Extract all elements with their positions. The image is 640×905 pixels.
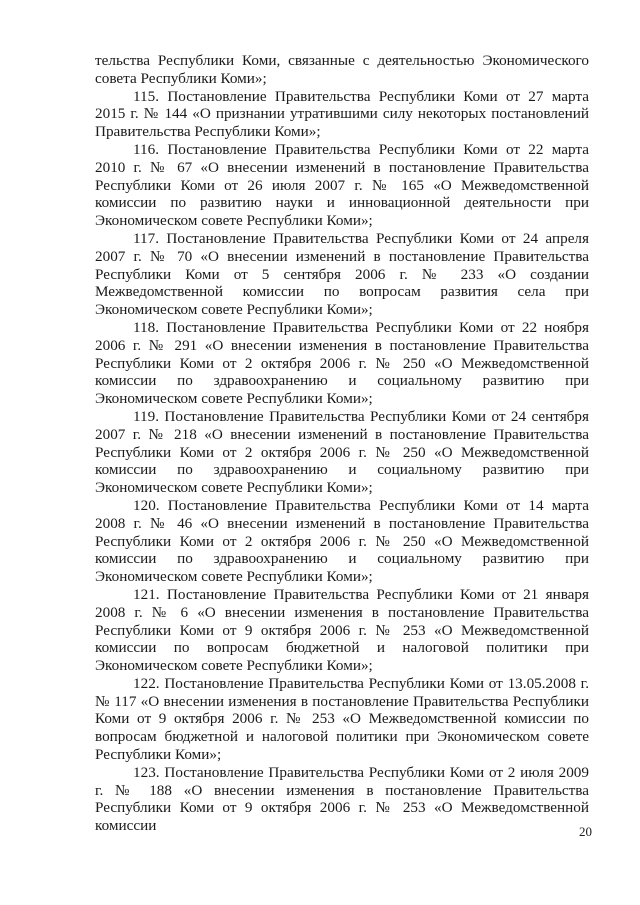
paragraph-item-118: 118. Постановление Правительства Республики Коми от 22 ноября 2006 г. № 291 «О внесении изменения в постановление Правительства Республики Коми от 2 октября 2006 г. № 250 «О Межведомственной комиссии по здравоохранению и социальному развитию при Экономическом совете Республики Коми»;: [95, 318, 589, 408]
paragraph-item-117: 117. Постановление Правительства Республики Коми от 24 апреля 2007 г. № 70 «О внесении изменений в постановление Правительства Республики Коми от 5 сентября 2006 г. № 233 «О создании Межведомственной комиссии по вопросам развития села при Экономическом совете Республики Коми»;: [95, 229, 589, 319]
paragraph-item-116: 116. Постановление Правительства Республики Коми от 22 марта 2010 г. № 67 «О внесении изменений в постановление Правительства Республики Коми от 26 июля 2007 г. № 165 «О Межведомственной комиссии по развитию науки и инновационной деятельности при Экономическом совете Республики Коми»;: [95, 140, 589, 230]
paragraph-item-120: 120. Постановление Правительства Республики Коми от 14 марта 2008 г. № 46 «О внесении изменений в постановление Правительства Республики Коми от 2 октября 2006 г. № 250 «О Межведомственной комиссии по здравоохранению и социальному развитию при Экономическом совете Республики Коми»;: [95, 496, 589, 586]
document-body: [95, 52, 589, 835]
page-number: 20: [579, 824, 592, 839]
paragraph-item-123: 123. Постановление Правительства Республики Коми от 2 июля 2009 г. № 188 «О внесении изменения в постановление Правительства Республики Коми от 9 октября 2006 г. № 253 «О Межведомственной комиссии: [95, 763, 589, 835]
paragraph-item-119: 119. Постановление Правительства Республики Коми от 24 сентября 2007 г. № 218 «О внесении изменений в постановление Правительства Республики Коми от 2 октября 2006 г. № 250 «О Межведомственной комиссии по здравоохранению и социальному развитию при Экономическом совете Республики Коми»;: [95, 407, 589, 497]
paragraph-continuation: тельства Республики Коми, связанные с деятельностью Экономического совета Республики Коми»;: [95, 52, 589, 87]
paragraph-item-122: 122. Постановление Правительства Республики Коми от 13.05.2008 г. № 117 «О внесении изменения в постановление Правительства Республики Коми от 9 октября 2006 г. № 253 «О Межведомственной комиссии по вопросам бюджетной и налоговой политики при Экономическом совете Республики Коми»;: [95, 674, 589, 764]
paragraph-item-121: 121. Постановление Правительства Республики Коми от 21 января 2008 г. № 6 «О внесении изменения в постановление Правительства Республики Коми от 9 октября 2006 г. № 253 «О Межведомственной комиссии по вопросам бюджетной и налоговой политики при Экономическом совете Республики Коми»;: [95, 585, 589, 675]
paragraph-item-115: 115. Постановление Правительства Республики Коми от 27 марта 2015 г. № 144 «О признании утратившими силу некоторых постановлений Правительства Республики Коми»;: [95, 87, 589, 141]
